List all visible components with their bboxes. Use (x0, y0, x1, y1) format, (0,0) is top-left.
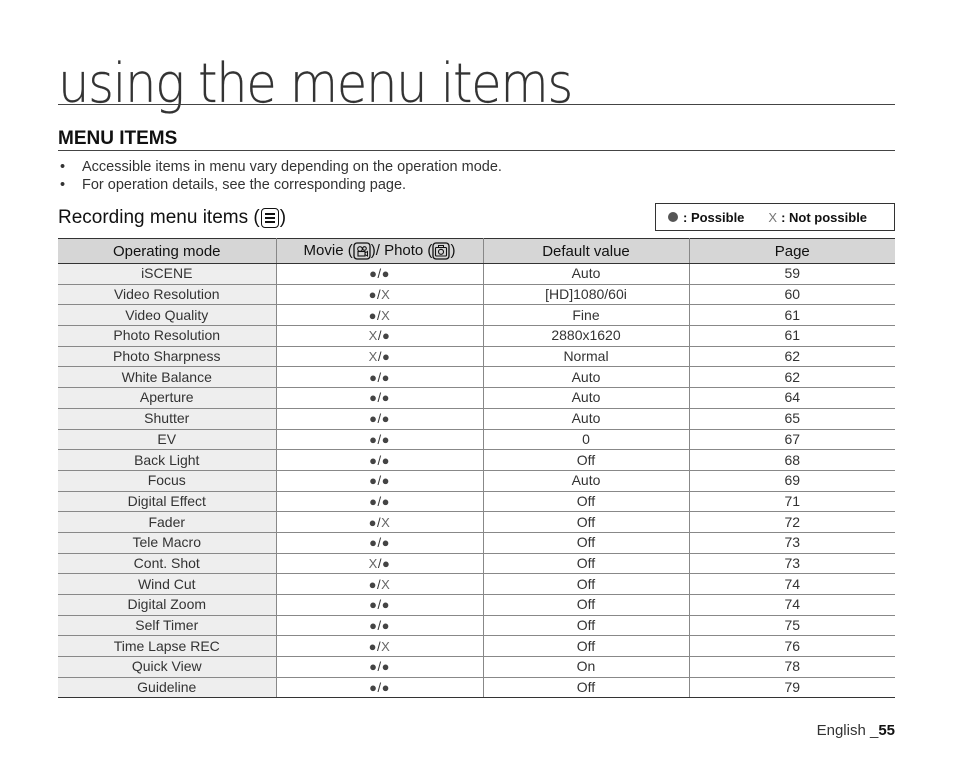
table-row (58, 491, 895, 512)
photo-availability: X (381, 514, 391, 530)
photo-availability: X (381, 576, 391, 592)
page-cell: 61 (689, 305, 895, 326)
availability-separator: / (377, 369, 382, 385)
header-page: Page (689, 239, 895, 264)
availability-separator: / (377, 514, 382, 530)
default-value-cell: Auto (483, 264, 689, 285)
movie-availability: ● (369, 493, 378, 509)
operating-mode-cell: Focus (58, 470, 276, 491)
legend-not-possible-label: : Not possible (781, 209, 868, 225)
menu-icon (261, 208, 279, 228)
photo-availability: ● (381, 618, 390, 634)
photo-availability: ● (381, 431, 390, 447)
availability-separator: / (377, 452, 382, 468)
page-title: using the menu items (58, 52, 572, 115)
availability-cell (276, 657, 483, 678)
default-value-cell: [HD]1080/60i (483, 284, 689, 305)
movie-availability: ● (369, 680, 378, 696)
default-value-cell: Normal (483, 346, 689, 367)
movie-availability: ● (368, 576, 378, 592)
default-value-cell: Off (483, 450, 689, 471)
page-cell: 73 (689, 553, 895, 574)
default-value-cell: Off (483, 677, 689, 698)
photo-availability: X (381, 287, 391, 303)
availability-cell (276, 512, 483, 533)
table-row (58, 470, 895, 491)
operating-mode-cell: Photo Sharpness (58, 346, 276, 367)
movie-availability: ● (368, 307, 378, 323)
page-cell: 68 (689, 450, 895, 471)
operating-mode-cell: Tele Macro (58, 532, 276, 553)
operating-mode-cell: Self Timer (58, 615, 276, 636)
page-cell: 67 (689, 429, 895, 450)
movie-availability: ● (369, 369, 378, 385)
default-value-cell: On (483, 657, 689, 678)
photo-mode-icon (432, 242, 450, 260)
photo-availability: ● (381, 328, 391, 344)
photo-availability: ● (381, 473, 390, 489)
operating-mode-cell: Cont. Shot (58, 553, 276, 574)
photo-availability: ● (381, 266, 390, 282)
page-cell: 62 (689, 367, 895, 388)
movie-mode-icon (353, 242, 371, 260)
table-row (58, 574, 895, 595)
page-cell: 75 (689, 615, 895, 636)
availability-separator: / (377, 638, 382, 654)
availability-cell (276, 346, 483, 367)
operating-mode-cell: Aperture (58, 388, 276, 409)
header-photo-suffix: ) (450, 241, 456, 259)
availability-separator: / (377, 576, 382, 592)
page-cell: 60 (689, 284, 895, 305)
operating-mode-cell: Digital Zoom (58, 595, 276, 616)
availability-separator: / (377, 659, 382, 675)
header-operating-mode: Operating mode (58, 239, 276, 264)
availability-separator: / (377, 411, 382, 427)
bullet-item (58, 158, 502, 176)
table-header-row (58, 239, 895, 264)
page-cell: 59 (689, 264, 895, 285)
operating-mode-cell: Video Resolution (58, 284, 276, 305)
operating-mode-cell: EV (58, 429, 276, 450)
header-movie-photo (276, 239, 483, 264)
table-row (58, 388, 895, 409)
page-cell: 79 (689, 677, 895, 698)
page-cell: 74 (689, 574, 895, 595)
photo-availability: ● (381, 390, 390, 406)
default-value-cell: Auto (483, 408, 689, 429)
table-row (58, 615, 895, 636)
photo-availability: ● (381, 369, 390, 385)
availability-separator: / (377, 349, 382, 365)
photo-availability: ● (381, 680, 390, 696)
availability-separator: / (377, 307, 382, 323)
movie-availability: ● (368, 638, 378, 654)
page-cell: 74 (689, 595, 895, 616)
table-row (58, 657, 895, 678)
movie-availability: ● (369, 390, 378, 406)
availability-cell (276, 636, 483, 657)
page-cell: 73 (689, 532, 895, 553)
photo-availability: ● (381, 555, 391, 571)
operating-mode-cell: iSCENE (58, 264, 276, 285)
operating-mode-cell: White Balance (58, 367, 276, 388)
availability-cell (276, 595, 483, 616)
photo-availability: X (381, 638, 391, 654)
operating-mode-cell: Fader (58, 512, 276, 533)
bullet-dot: • (60, 159, 66, 175)
availability-cell (276, 326, 483, 347)
movie-availability: ● (369, 618, 378, 634)
default-value-cell: Auto (483, 470, 689, 491)
availability-cell (276, 408, 483, 429)
operating-mode-cell: Video Quality (58, 305, 276, 326)
default-value-cell: Off (483, 595, 689, 616)
default-value-cell: 2880x1620 (483, 326, 689, 347)
page-cell: 65 (689, 408, 895, 429)
header-movie-label: Movie ( (303, 241, 353, 259)
availability-cell (276, 429, 483, 450)
possible-dot-icon (668, 212, 678, 222)
title-divider (58, 104, 895, 105)
page-cell: 71 (689, 491, 895, 512)
movie-availability: ● (369, 473, 378, 489)
operating-mode-cell: Wind Cut (58, 574, 276, 595)
default-value-cell: Off (483, 574, 689, 595)
availability-cell (276, 450, 483, 471)
table-row (58, 553, 895, 574)
bullet-list (58, 158, 502, 194)
table-row (58, 264, 895, 285)
availability-separator: / (377, 618, 382, 634)
header-default-value: Default value (483, 239, 689, 264)
availability-separator: / (377, 287, 382, 303)
default-value-cell: Off (483, 491, 689, 512)
default-value-cell: Off (483, 512, 689, 533)
page-cell: 61 (689, 326, 895, 347)
table-row (58, 677, 895, 698)
movie-availability: ● (369, 452, 378, 468)
availability-cell (276, 367, 483, 388)
operating-mode-cell: Guideline (58, 677, 276, 698)
default-value-cell: Auto (483, 367, 689, 388)
table-row (58, 367, 895, 388)
availability-separator: / (377, 431, 382, 447)
bullet-text: For operation details, see the corresponding page. (82, 177, 407, 193)
default-value-cell: Off (483, 615, 689, 636)
menu-items-table (58, 238, 895, 698)
page-footer (817, 722, 895, 739)
availability-cell (276, 305, 483, 326)
availability-cell (276, 532, 483, 553)
table-body (58, 264, 895, 698)
availability-cell (276, 284, 483, 305)
photo-availability: ● (381, 411, 390, 427)
operating-mode-cell: Photo Resolution (58, 326, 276, 347)
availability-separator: / (377, 493, 382, 509)
availability-cell (276, 264, 483, 285)
table-row (58, 636, 895, 657)
table-row (58, 532, 895, 553)
availability-cell (276, 470, 483, 491)
legend-possible-label: : Possible (683, 209, 745, 225)
photo-availability: ● (381, 535, 390, 551)
photo-availability: ● (381, 659, 390, 675)
movie-availability: X (368, 349, 378, 365)
table-row (58, 429, 895, 450)
page-cell: 76 (689, 636, 895, 657)
subheading-suffix: ) (279, 207, 287, 228)
movie-availability: ● (369, 431, 378, 447)
movie-availability: X (368, 555, 378, 571)
availability-cell (276, 677, 483, 698)
availability-separator: / (377, 535, 382, 551)
availability-separator: / (377, 555, 382, 571)
default-value-cell: Off (483, 636, 689, 657)
photo-availability: ● (381, 597, 390, 613)
availability-cell (276, 615, 483, 636)
default-value-cell: Off (483, 553, 689, 574)
availability-cell (276, 553, 483, 574)
movie-availability: ● (369, 659, 378, 675)
page-cell: 78 (689, 657, 895, 678)
movie-availability: ● (369, 266, 378, 282)
bullet-item (58, 176, 502, 194)
availability-cell (276, 491, 483, 512)
bullet-dot: • (60, 177, 66, 193)
availability-separator: / (377, 390, 382, 406)
photo-availability: ● (381, 452, 390, 468)
subheading-prefix: Recording menu items ( (58, 207, 260, 228)
availability-separator: / (377, 680, 382, 696)
movie-availability: ● (369, 535, 378, 551)
default-value-cell: Auto (483, 388, 689, 409)
table-row (58, 512, 895, 533)
page-cell: 69 (689, 470, 895, 491)
operating-mode-cell: Digital Effect (58, 491, 276, 512)
movie-availability: ● (368, 287, 378, 303)
table-row (58, 595, 895, 616)
header-photo-label: )/ Photo ( (370, 241, 433, 259)
availability-separator: / (377, 266, 382, 282)
operating-mode-cell: Time Lapse REC (58, 636, 276, 657)
page-cell: 72 (689, 512, 895, 533)
footer-page-number: 55 (878, 722, 895, 739)
section-divider (58, 150, 895, 151)
movie-availability: ● (368, 514, 378, 530)
table-row (58, 326, 895, 347)
page-cell: 64 (689, 388, 895, 409)
operating-mode-cell: Quick View (58, 657, 276, 678)
table-row (58, 450, 895, 471)
not-possible-symbol: X (768, 209, 778, 225)
default-value-cell: Off (483, 532, 689, 553)
table-row (58, 284, 895, 305)
photo-availability: X (381, 307, 391, 323)
availability-cell (276, 574, 483, 595)
availability-cell (276, 388, 483, 409)
default-value-cell: 0 (483, 429, 689, 450)
operating-mode-cell: Back Light (58, 450, 276, 471)
recording-menu-heading (58, 207, 286, 229)
table-row (58, 408, 895, 429)
movie-availability: X (368, 328, 378, 344)
footer-language: English _ (816, 722, 879, 739)
page-cell: 62 (689, 346, 895, 367)
photo-availability: ● (381, 349, 391, 365)
movie-availability: ● (369, 597, 378, 613)
photo-availability: ● (381, 493, 390, 509)
table-row (58, 305, 895, 326)
table-row (58, 346, 895, 367)
availability-separator: / (377, 328, 382, 344)
section-heading: MENU ITEMS (58, 128, 178, 149)
default-value-cell: Fine (483, 305, 689, 326)
bullet-text: Accessible items in menu vary depending on the operation mode. (82, 159, 502, 175)
availability-separator: / (377, 473, 382, 489)
availability-separator: / (377, 597, 382, 613)
operating-mode-cell: Shutter (58, 408, 276, 429)
movie-availability: ● (369, 411, 378, 427)
legend-box (655, 203, 895, 231)
